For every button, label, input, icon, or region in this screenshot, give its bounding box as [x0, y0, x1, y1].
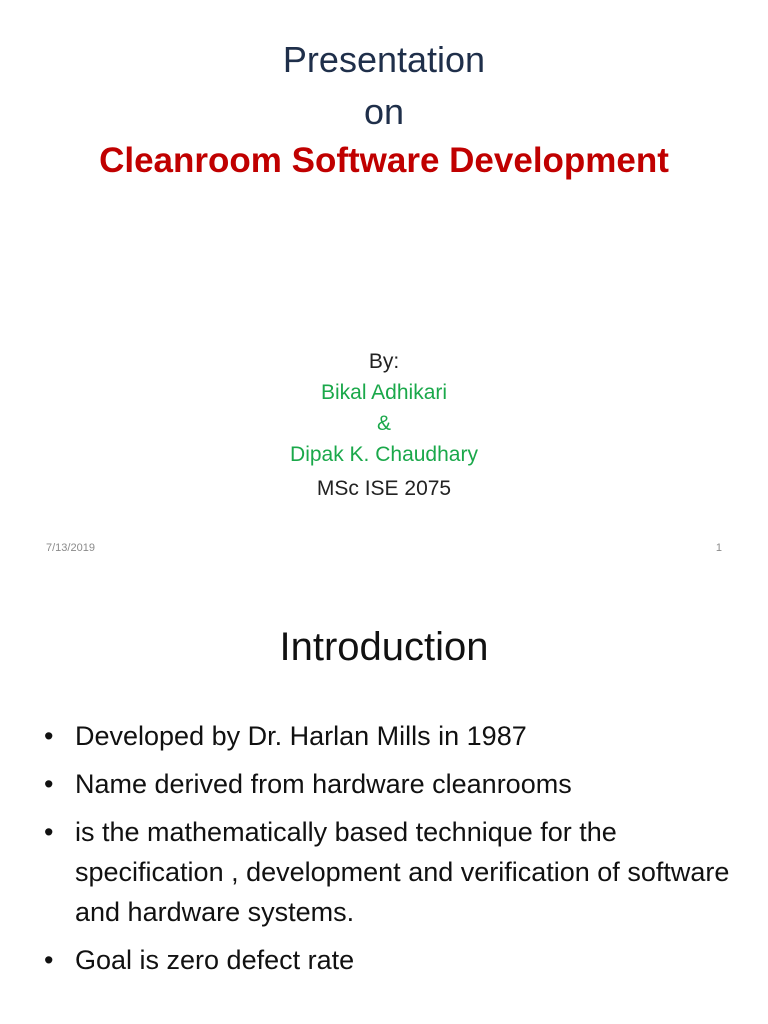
title-line-presentation: Presentation: [282, 39, 486, 80]
author-1: Bikal Adhikari: [320, 381, 448, 404]
course-label: MSc ISE 2075: [316, 477, 452, 500]
bullet-item: [44, 716, 744, 756]
title-line-topic: Cleanroom Software Development: [99, 141, 669, 180]
bullet-item: [44, 812, 744, 932]
slide-date: 7/13/2019: [46, 542, 95, 554]
title-line-on: on: [363, 91, 405, 132]
bullet-list: [44, 716, 744, 988]
bullet-icon: •: [44, 945, 54, 975]
by-label: By:: [368, 350, 400, 373]
bullet-item: [44, 764, 744, 804]
bullet-icon: •: [44, 817, 54, 847]
author-2: Dipak K. Chaudhary: [290, 443, 478, 466]
introduction-title: Introduction: [279, 625, 489, 669]
bullet-text: Name derived from hardware cleanrooms: [75, 769, 572, 799]
bullet-text: Goal is zero defect rate: [75, 945, 355, 975]
bullet-icon: •: [44, 721, 54, 751]
bullet-text: Developed by Dr. Harlan Mills in 1987: [75, 721, 527, 751]
bullet-icon: •: [44, 769, 54, 799]
author-ampersand: &: [376, 412, 391, 435]
bullet-item: [44, 940, 744, 980]
author-block: [0, 346, 768, 504]
bullet-text: is the mathematically based technique for the specification , development and verification of software and hardware systems.: [75, 817, 730, 927]
slide-page-number: 1: [715, 542, 722, 554]
introduction-slide: [0, 576, 768, 1024]
